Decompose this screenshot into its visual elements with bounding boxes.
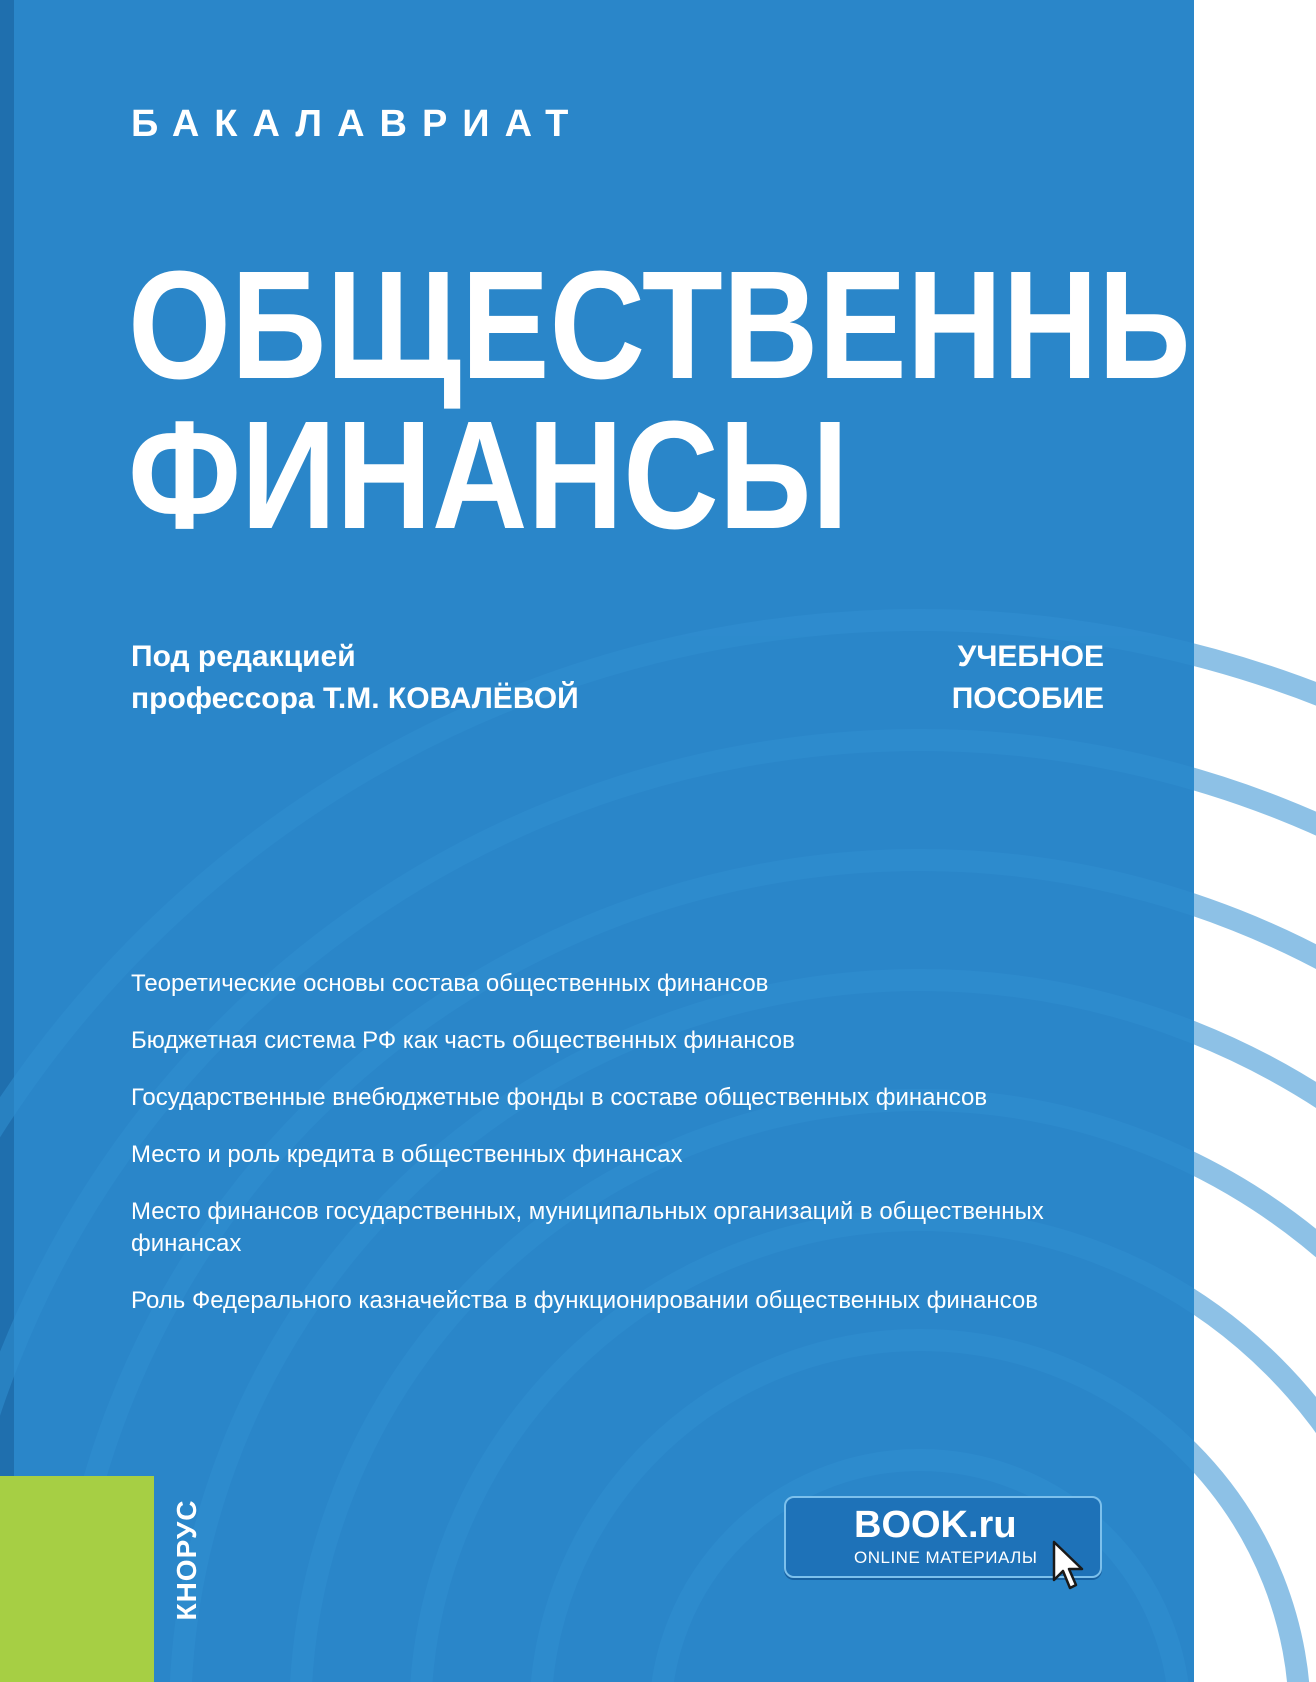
- editor-block: [131, 636, 579, 720]
- publisher-logo: КНОРУС: [171, 1499, 202, 1621]
- series-label: БАКАЛАВРИАТ: [131, 103, 584, 145]
- title-line-2: ФИНАНСЫ: [128, 389, 849, 561]
- topic-item: Место финансов государственных, муниципальных организаций в общественных финансах: [131, 1198, 1044, 1257]
- topic-item: Бюджетная система РФ как часть общественных финансов: [131, 1027, 795, 1054]
- book-type-line-2: ПОСОБИЕ: [951, 682, 1104, 715]
- topic-item: Место и роль кредита в общественных финансах: [131, 1141, 683, 1168]
- topic-item: Теоретические основы состава общественных финансов: [131, 970, 769, 997]
- topics-list: [131, 968, 1071, 1342]
- topic-item: Роль Федерального казначейства в функционировании общественных финансов: [131, 1287, 1038, 1314]
- editor-line-2: профессора Т.М. КОВАЛЁВОЙ: [131, 682, 579, 715]
- topic-item: Государственные внебюджетные фонды в составе общественных финансов: [131, 1084, 988, 1111]
- cursor-icon: [1052, 1540, 1086, 1594]
- book-type: [940, 636, 1104, 720]
- editor-line-1: Под редакцией: [131, 640, 356, 673]
- badge-title: BOOK.ru: [854, 1504, 1017, 1546]
- book-type-line-1: УЧЕБНОЕ: [957, 640, 1104, 673]
- badge-subtitle: ONLINE МАТЕРИАЛЫ: [854, 1548, 1038, 1567]
- green-accent-block: [0, 1476, 154, 1682]
- book-title: [128, 239, 1316, 561]
- title-line-1: ОБЩЕСТВЕННЫЕ: [128, 239, 1316, 411]
